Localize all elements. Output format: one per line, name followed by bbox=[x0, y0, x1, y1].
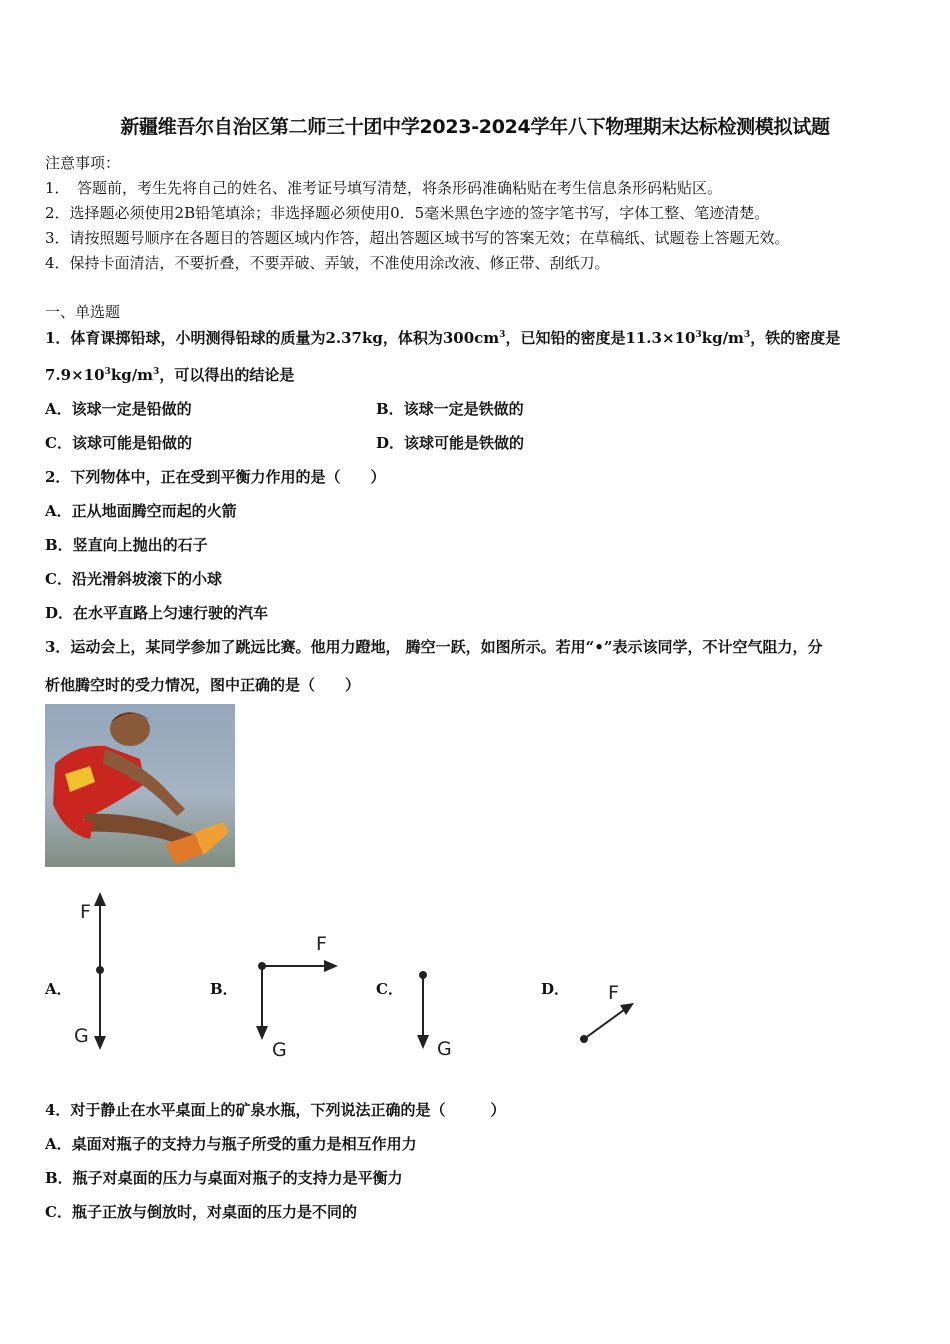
force-label-g: G bbox=[437, 1038, 452, 1060]
q1-option-b: B．该球一定是铁做的 bbox=[376, 400, 524, 418]
body-point bbox=[580, 1035, 588, 1043]
page-title: 新疆维吾尔自治区第二师三十团中学2023-2024学年八下物理期末达标检测模拟试题 bbox=[120, 116, 830, 138]
q1-stem-line2: $7.9\times 10^3kg/m^3$，可以得出的结论是 bbox=[45, 366, 295, 384]
body-point bbox=[258, 962, 266, 970]
section-heading: 一、单选题 bbox=[45, 303, 121, 321]
q3-choice-b-label: B． bbox=[210, 980, 238, 998]
q3-diagram-d bbox=[570, 975, 650, 1055]
q2-option-d: D．在水平直路上匀速行驶的汽车 bbox=[45, 604, 269, 622]
body-point bbox=[96, 966, 104, 974]
q2-option-c: C．沿光滑斜坡滚下的小球 bbox=[45, 570, 222, 588]
arrow-down-icon bbox=[256, 1026, 268, 1040]
arrow-down-icon bbox=[94, 1036, 106, 1050]
q3-diagram-c bbox=[405, 965, 465, 1065]
arrow-down-icon bbox=[417, 1035, 429, 1049]
q3-diagram-b bbox=[250, 930, 350, 1060]
long-jump-photo bbox=[45, 704, 235, 867]
q3-choice-d-label: D． bbox=[541, 980, 570, 998]
q3-stem-line2: 析他腾空时的受力情况，图中正确的是（ ） bbox=[45, 676, 361, 694]
q1-option-c: C．该球可能是铅做的 bbox=[45, 434, 192, 452]
notice-item-2: 2．选择题必须使用2B铅笔填涂；非选择题必须使用0．5毫米黑色字迹的签字笔书写，字体工整、笔迹清楚。 bbox=[45, 204, 770, 222]
notice-item-3: 3．请按照题号顺序在各题目的答题区域内作答，超出答题区域书写的答案无效；在草稿纸、试题卷上答题无效。 bbox=[45, 229, 790, 247]
q2-option-b: B．竖直向上抛出的石子 bbox=[45, 536, 208, 554]
notice-item-1: 1． 答题前，考生先将自己的姓名、准考证号填写清楚，将条形码准确粘贴在考生信息条形码粘贴区。 bbox=[45, 179, 723, 197]
q1-option-a: A．该球一定是铅做的 bbox=[45, 400, 192, 418]
arrow-up-right-icon bbox=[620, 1003, 634, 1015]
q3-choice-a-label: A． bbox=[45, 980, 72, 998]
q4-option-c: C．瓶子正放与倒放时，对桌面的压力是不同的 bbox=[45, 1203, 357, 1221]
notice-item-4: 4．保持卡面清洁，不要折叠，不要弄破、弄皱，不准使用涂改液、修正带、刮纸刀。 bbox=[45, 254, 610, 272]
arrow-up-icon bbox=[94, 892, 106, 906]
q4-option-b: B．瓶子对桌面的压力与桌面对瓶子的支持力是平衡力 bbox=[45, 1169, 403, 1187]
q2-stem: 2．下列物体中，正在受到平衡力作用的是（ ） bbox=[45, 468, 386, 486]
q2-option-a: A．正从地面腾空而起的火箭 bbox=[45, 502, 237, 520]
q1-option-d: D．该球可能是铁做的 bbox=[376, 434, 525, 452]
q3-choice-c-label: C． bbox=[376, 980, 403, 998]
body-point bbox=[419, 971, 427, 979]
q4-option-a: A．桌面对瓶子的支持力与瓶子所受的重力是相互作用力 bbox=[45, 1135, 417, 1153]
q4-stem: 4．对于静止在水平桌面上的矿泉水瓶，下列说法正确的是（ ） bbox=[45, 1101, 506, 1119]
force-label-g: G bbox=[74, 1025, 89, 1047]
q3-diagram-a bbox=[70, 890, 120, 1055]
notice-heading: 注意事项： bbox=[45, 154, 121, 172]
force-label-f: F bbox=[316, 933, 327, 955]
force-label-f: F bbox=[608, 982, 619, 1004]
force-label-f: F bbox=[80, 901, 91, 923]
arrow-right-icon bbox=[324, 960, 338, 972]
force-label-g: G bbox=[272, 1039, 287, 1060]
q1-stem-line1: 1．体育课掷铅球，小明测得铅球的质量为2.37kg，体积为$300cm^3$，已知铅的密度是$11.3\times 10^3kg/m^3$，铁的密度是 bbox=[45, 329, 841, 347]
q3-stem-line1: 3．运动会上，某同学参加了跳远比赛。他用力蹬地， 腾空一跃，如图所示。若用“•”表示该同学，不计空气阻力，分 bbox=[45, 638, 823, 656]
